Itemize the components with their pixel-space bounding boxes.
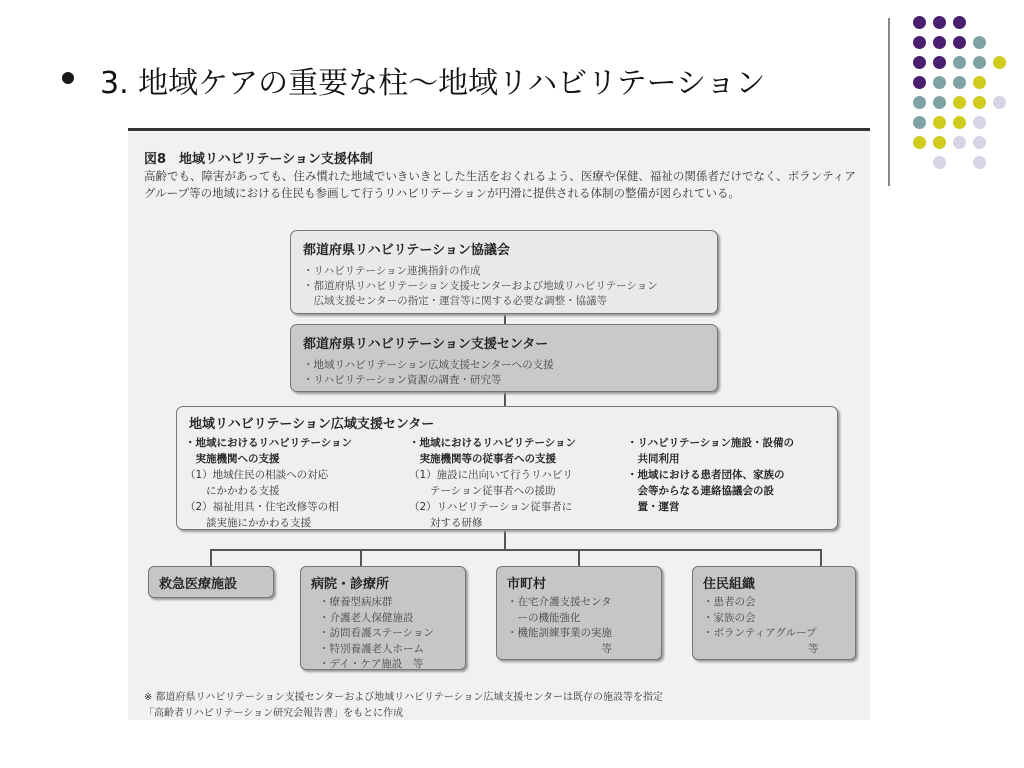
- dot: [933, 116, 946, 129]
- column-line: 実施機関への支援: [185, 453, 280, 465]
- column-line: （2）リハビリテーション従事者に: [409, 501, 573, 513]
- municipality-item: ーの機能強化: [507, 611, 581, 624]
- dot: [973, 36, 986, 49]
- dot: [933, 16, 946, 29]
- column-line: 談実施にかかわる支援: [185, 517, 311, 529]
- connector-line: [578, 549, 580, 567]
- column-line: （1）施設に出向いて行うリハビリ: [409, 469, 573, 481]
- regional-center-box: [176, 406, 838, 530]
- dot: [913, 16, 926, 29]
- dot: [993, 96, 1006, 109]
- footnote: ※ 都道府県リハビリテーション支援センターおよび地域リハビリテーション広域支援センターは既存の施設等を指定: [144, 692, 663, 703]
- dot: [933, 36, 946, 49]
- connector-line: [504, 392, 506, 406]
- resident-item: ・ボランティアグループ: [703, 627, 817, 639]
- dot: [933, 136, 946, 149]
- support-center-item: ・リハビリテーション資源の調査・研究等: [303, 374, 502, 386]
- regional-center-column-3: [627, 435, 794, 515]
- top-rule: [128, 128, 870, 131]
- column-line: 対する研修: [409, 517, 483, 529]
- dot: [993, 56, 1006, 69]
- scanned-figure: [128, 128, 870, 720]
- connector-line: [360, 549, 362, 567]
- council-item: ・都道府県リハビリテーション支援センターおよび地域リハビリテーション: [303, 280, 658, 292]
- hospital-clinic-box: [300, 566, 466, 670]
- support-center-box: [290, 324, 718, 392]
- column-line: 会等からなる連絡協議会の設: [627, 485, 774, 497]
- connector-line: [210, 549, 822, 551]
- dot: [953, 96, 966, 109]
- hospital-item: ・デイ・ケア施設 等: [319, 658, 424, 670]
- support-center-item: ・地域リハビリテーション広域支援センターへの支援: [303, 359, 554, 371]
- connector-line: [210, 549, 212, 567]
- dot: [913, 36, 926, 49]
- dot: [933, 76, 946, 89]
- dot: [913, 96, 926, 109]
- figure-description: 高齢でも、障害があっても、住み慣れた地域でいきいきとした生活をおくれるよう、医療や保健、福祉の関係者だけでなく、ボランティアグループ等の地域における住民も参画して行うリハビリテーションが円滑に提供される体制の整備が図られている。: [144, 169, 856, 200]
- hospital-item: ・介護老人保健施設: [319, 611, 414, 624]
- hospital-item: ・特別養護老人ホーム: [319, 642, 424, 655]
- dot: [913, 76, 926, 89]
- column-line: （2）福祉用具・住宅改修等の相: [185, 501, 339, 513]
- dot: [913, 56, 926, 69]
- column-line: 置・運営: [627, 501, 680, 513]
- connector-line: [820, 549, 822, 567]
- slide-title: 3. 地域ケアの重要な柱～地域リハビリテーション: [100, 66, 766, 101]
- bullet-icon: [62, 72, 74, 84]
- column-line: （1）地域住民の相談への対応: [185, 469, 329, 481]
- dot: [933, 56, 946, 69]
- municipality-box: [496, 566, 662, 660]
- dot: [973, 96, 986, 109]
- resident-organization-box: [692, 566, 856, 660]
- dot: [953, 16, 966, 29]
- regional-center-title: 地域リハビリテーション広域支援センター: [189, 417, 435, 432]
- column-line: にかかわる支援: [185, 485, 280, 497]
- emergency-facility-box: [148, 566, 274, 598]
- municipality-item: ・機能訓練事業の実施: [507, 627, 612, 639]
- dot: [953, 136, 966, 149]
- council-title: 都道府県リハビリテーション協議会: [303, 243, 510, 258]
- dot: [973, 56, 986, 69]
- dot: [973, 76, 986, 89]
- resident-item: ・家族の会: [703, 611, 756, 624]
- hospital-clinic-title: 病院・診療所: [311, 577, 390, 592]
- dot: [913, 136, 926, 149]
- dot: [933, 96, 946, 109]
- municipality-item: ・在宅介護支援センタ: [507, 596, 612, 608]
- figure-title: 図8 地域リハビリテーション支援体制: [144, 152, 373, 167]
- dot: [953, 36, 966, 49]
- council-item: ・リハビリテーション連携指針の作成: [303, 265, 481, 277]
- resident-item: 等: [703, 642, 819, 655]
- hospital-item: ・訪問看護ステーション: [319, 627, 434, 639]
- column-line: ・地域におけるリハビリテーション: [409, 437, 577, 449]
- connector-line: [504, 314, 506, 324]
- support-center-title: 都道府県リハビリテーション支援センター: [303, 337, 549, 352]
- vertical-divider: [888, 18, 890, 186]
- column-line: 実施機関等の従事者への支援: [409, 453, 556, 465]
- column-line: ・地域におけるリハビリテーション: [185, 437, 353, 449]
- source-note: 「高齢者リハビリテーション研究会報告書」をもとに作成: [144, 708, 404, 719]
- dot: [973, 116, 986, 129]
- dot: [953, 56, 966, 69]
- dot: [953, 76, 966, 89]
- column-line: テーション従事者への援助: [409, 485, 556, 497]
- council-item: 広域支援センターの指定・運営等に関する必要な調整・協議等: [303, 295, 608, 307]
- municipality-item: 等: [507, 642, 612, 655]
- regional-center-column-1: [185, 435, 352, 531]
- column-line: ・地域における患者団体、家族の: [627, 469, 785, 481]
- connector-line: [504, 530, 506, 550]
- dot: [933, 156, 946, 169]
- column-line: ・リハビリテーション施設・設備の: [627, 437, 795, 449]
- resident-organization-title: 住民組織: [703, 577, 756, 592]
- dot: [953, 116, 966, 129]
- hospital-item: ・療養型病床群: [319, 596, 393, 608]
- emergency-facility-title: 救急医療施設: [159, 577, 238, 592]
- column-line: 共同利用: [627, 453, 680, 465]
- regional-center-column-2: [409, 435, 576, 531]
- dot: [973, 156, 986, 169]
- dot: [913, 116, 926, 129]
- dot: [973, 136, 986, 149]
- resident-item: ・患者の会: [703, 596, 756, 608]
- council-box: [290, 230, 718, 314]
- municipality-title: 市町村: [507, 577, 547, 592]
